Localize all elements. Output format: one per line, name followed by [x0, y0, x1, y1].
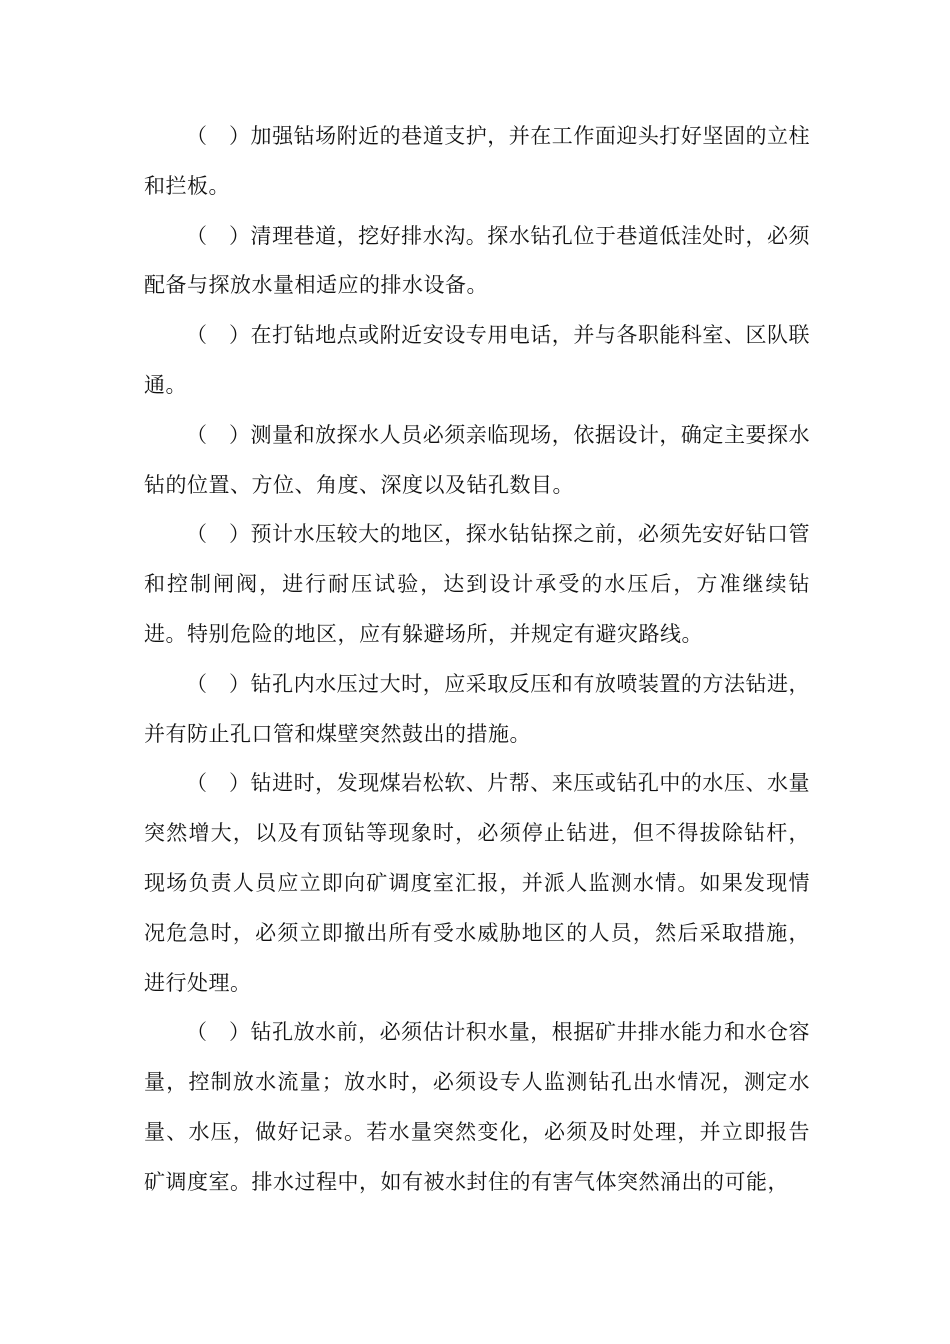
paragraph-8: （ ）钻孔放水前，必须估计积水量，根据矿井排水能力和水仓容量，控制放水流量；放水时，必须设专人监测钻孔出水情况，测定水量、水压，做好记录。若水量突然变化，必须及时处理，并立即报告矿调度室。排水过程中，如有被水封住的有害气体突然涌出的可能， — [144, 1020, 810, 1194]
document-body — [144, 112, 810, 1208]
paragraph-3: （ ）在打钻地点或附近安设专用电话，并与各职能科室、区队联通。 — [144, 323, 810, 397]
paragraph-5: （ ）预计水压较大的地区，探水钻钻探之前，必须先安好钻口管和控制闸阀，进行耐压试验，达到设计承受的水压后，方准继续钻进。特别危险的地区，应有躲避场所，并规定有避灾路线。 — [144, 522, 810, 646]
paragraph-4: （ ）测量和放探水人员必须亲临现场，依据设计，确定主要探水钻的位置、方位、角度、深度以及钻孔数目。 — [144, 422, 810, 497]
paragraph-7: （ ）钻进时，发现煤岩松软、片帮、来压或钻孔中的水压、水量突然增大，以及有顶钻等现象时，必须停止钻进，但不得拔除钻杆，现场负责人员应立即向矿调度室汇报，并派人监测水情。如果发现情况危急时，必须立即撤出所有受水威胁地区的人员，然后采取措施，进行处理。 — [144, 771, 810, 995]
paragraph-6: （ ）钻孔内水压过大时，应采取反压和有放喷装置的方法钻进，并有防止孔口管和煤壁突然鼓出的措施。 — [144, 671, 810, 746]
paragraph-2: （ ）清理巷道，挖好排水沟。探水钻孔位于巷道低洼处时，必须配备与探放水量相适应的排水设备。 — [144, 223, 810, 298]
paragraph-1: （ ）加强钻场附近的巷道支护，并在工作面迎头打好坚固的立柱和拦板。 — [144, 124, 810, 198]
